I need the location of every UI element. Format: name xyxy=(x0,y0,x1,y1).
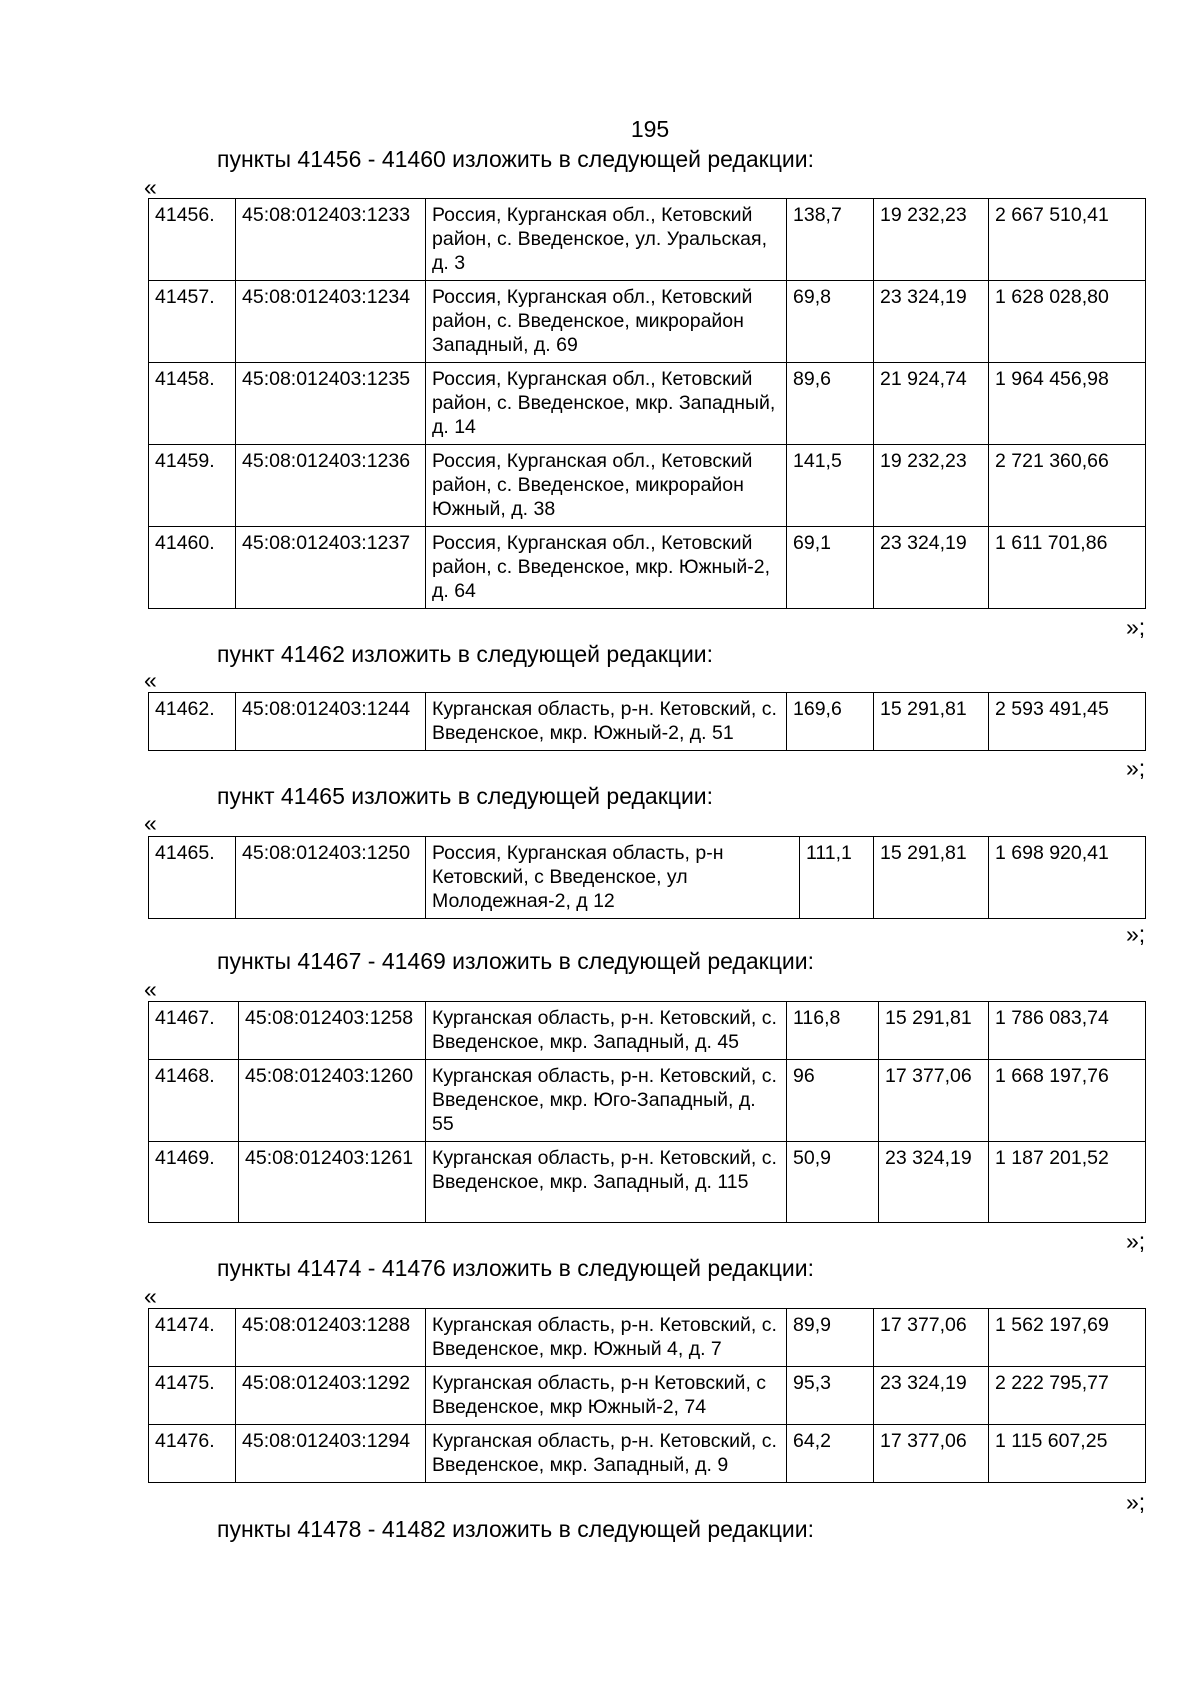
address: Россия, Курганская обл., Кетовский район, с. Введенское, мкр. Южный-2, д. 64 xyxy=(426,527,787,609)
unit-value: 23 324,19 xyxy=(874,281,989,363)
row-number: 41476. xyxy=(149,1425,236,1483)
table-row xyxy=(149,837,1146,919)
section-intro: пункты 41456 - 41460 изложить в следующей редакции: xyxy=(217,146,814,172)
cadastral-number: 45:08:012403:1236 xyxy=(236,445,426,527)
cadastral-number: 45:08:012403:1294 xyxy=(236,1425,426,1483)
cadastral-value: 1 786 083,74 xyxy=(989,1002,1146,1060)
unit-value: 19 232,23 xyxy=(874,199,989,281)
cadastral-value: 1 562 197,69 xyxy=(989,1309,1146,1367)
area: 89,9 xyxy=(787,1309,874,1367)
cadastral-value: 2 721 360,66 xyxy=(989,445,1146,527)
address: Курганская область, р-н. Кетовский, с. Введенское, мкр. Юго-Западный, д. 55 xyxy=(426,1060,787,1142)
cadastral-value: 1 698 920,41 xyxy=(989,837,1146,919)
cadastral-value: 1 115 607,25 xyxy=(989,1425,1146,1483)
unit-value: 17 377,06 xyxy=(879,1060,989,1142)
area: 111,1 xyxy=(800,837,874,919)
unit-value: 21 924,74 xyxy=(874,363,989,445)
cadastral-number: 45:08:012403:1244 xyxy=(236,693,426,751)
cadastral-value: 1 964 456,98 xyxy=(989,363,1146,445)
section-intro: пункт 41465 изложить в следующей редакции: xyxy=(217,783,714,809)
cadastral-number: 45:08:012403:1250 xyxy=(236,837,426,919)
close-quote: »; xyxy=(1126,1489,1146,1515)
row-number: 41462. xyxy=(149,693,236,751)
section-intro: пункт 41462 изложить в следующей редакции: xyxy=(217,641,714,667)
row-number: 41467. xyxy=(149,1002,239,1060)
cadastral-number: 45:08:012403:1260 xyxy=(239,1060,426,1142)
table-row xyxy=(149,281,1146,363)
cadastral-value: 1 628 028,80 xyxy=(989,281,1146,363)
close-quote: »; xyxy=(1126,1228,1146,1254)
row-number: 41475. xyxy=(149,1367,236,1425)
area: 169,6 xyxy=(787,693,874,751)
area: 69,1 xyxy=(787,527,874,609)
unit-value: 15 291,81 xyxy=(879,1002,989,1060)
cadastral-number: 45:08:012403:1288 xyxy=(236,1309,426,1367)
section-intro: пункты 41467 - 41469 изложить в следующей редакции: xyxy=(217,948,814,974)
property-table xyxy=(148,836,1146,919)
unit-value: 23 324,19 xyxy=(874,527,989,609)
cadastral-number: 45:08:012403:1292 xyxy=(236,1367,426,1425)
close-quote: »; xyxy=(1126,921,1146,947)
table-row xyxy=(149,445,1146,527)
unit-value: 15 291,81 xyxy=(874,837,989,919)
table-row xyxy=(149,199,1146,281)
address: Россия, Курганская обл., Кетовский район, с. Введенское, ул. Уральская, д. 3 xyxy=(426,199,787,281)
address: Курганская область, р-н Кетовский, с Введенское, мкр Южный-2, 74 xyxy=(426,1367,787,1425)
open-quote: « xyxy=(144,174,157,200)
area: 69,8 xyxy=(787,281,874,363)
row-number: 41465. xyxy=(149,837,236,919)
area: 89,6 xyxy=(787,363,874,445)
page-number: 195 xyxy=(630,116,670,142)
cadastral-number: 45:08:012403:1234 xyxy=(236,281,426,363)
close-quote: »; xyxy=(1126,755,1146,781)
cadastral-value: 1 668 197,76 xyxy=(989,1060,1146,1142)
unit-value: 17 377,06 xyxy=(874,1309,989,1367)
property-table xyxy=(148,692,1146,751)
table-row xyxy=(149,1367,1146,1425)
area: 96 xyxy=(787,1060,879,1142)
unit-value: 15 291,81 xyxy=(874,693,989,751)
row-number: 41458. xyxy=(149,363,236,445)
table-row xyxy=(149,527,1146,609)
cadastral-number: 45:08:012403:1237 xyxy=(236,527,426,609)
cadastral-number: 45:08:012403:1261 xyxy=(239,1142,426,1223)
unit-value: 19 232,23 xyxy=(874,445,989,527)
row-number: 41468. xyxy=(149,1060,239,1142)
table-row xyxy=(149,1060,1146,1142)
property-table xyxy=(148,1308,1146,1483)
cadastral-number: 45:08:012403:1235 xyxy=(236,363,426,445)
section-intro: пункты 41478 - 41482 изложить в следующей редакции: xyxy=(217,1516,814,1542)
cadastral-value: 1 187 201,52 xyxy=(989,1142,1146,1223)
open-quote: « xyxy=(144,667,157,693)
area: 64,2 xyxy=(787,1425,874,1483)
open-quote: « xyxy=(144,1283,157,1309)
address: Курганская область, р-н. Кетовский, с. Введенское, мкр. Западный, д. 115 xyxy=(426,1142,787,1223)
area: 95,3 xyxy=(787,1367,874,1425)
address: Курганская область, р-н. Кетовский, с. Введенское, мкр. Западный, д. 45 xyxy=(426,1002,787,1060)
table-row xyxy=(149,363,1146,445)
table-row xyxy=(149,1002,1146,1060)
area: 116,8 xyxy=(787,1002,879,1060)
close-quote: »; xyxy=(1126,614,1146,640)
row-number: 41460. xyxy=(149,527,236,609)
cadastral-number: 45:08:012403:1233 xyxy=(236,199,426,281)
row-number: 41474. xyxy=(149,1309,236,1367)
property-table xyxy=(148,198,1146,609)
address: Россия, Курганская область, р-н Кетовский, с Введенское, ул Молодежная-2, д 12 xyxy=(426,837,800,919)
cadastral-number: 45:08:012403:1258 xyxy=(239,1002,426,1060)
property-table xyxy=(148,1001,1146,1223)
open-quote: « xyxy=(144,810,157,836)
table-row xyxy=(149,693,1146,751)
open-quote: « xyxy=(144,976,157,1002)
cadastral-value: 2 222 795,77 xyxy=(989,1367,1146,1425)
row-number: 41459. xyxy=(149,445,236,527)
unit-value: 17 377,06 xyxy=(874,1425,989,1483)
cadastral-value: 1 611 701,86 xyxy=(989,527,1146,609)
address: Курганская область, р-н. Кетовский, с. Введенское, мкр. Западный, д. 9 xyxy=(426,1425,787,1483)
address: Россия, Курганская обл., Кетовский район, с. Введенское, мкр. Западный, д. 14 xyxy=(426,363,787,445)
table-row xyxy=(149,1142,1146,1223)
row-number: 41469. xyxy=(149,1142,239,1223)
table-row xyxy=(149,1309,1146,1367)
cadastral-value: 2 667 510,41 xyxy=(989,199,1146,281)
row-number: 41456. xyxy=(149,199,236,281)
cadastral-value: 2 593 491,45 xyxy=(989,693,1146,751)
address: Курганская область, р-н. Кетовский, с. Введенское, мкр. Южный-2, д. 51 xyxy=(426,693,787,751)
unit-value: 23 324,19 xyxy=(879,1142,989,1223)
area: 141,5 xyxy=(787,445,874,527)
unit-value: 23 324,19 xyxy=(874,1367,989,1425)
area: 50,9 xyxy=(787,1142,879,1223)
address: Россия, Курганская обл., Кетовский район, с. Введенское, микрорайон Южный, д. 38 xyxy=(426,445,787,527)
address: Россия, Курганская обл., Кетовский район, с. Введенское, микрорайон Западный, д. 69 xyxy=(426,281,787,363)
address: Курганская область, р-н. Кетовский, с. Введенское, мкр. Южный 4, д. 7 xyxy=(426,1309,787,1367)
section-intro: пункты 41474 - 41476 изложить в следующей редакции: xyxy=(217,1255,814,1281)
row-number: 41457. xyxy=(149,281,236,363)
area: 138,7 xyxy=(787,199,874,281)
table-row xyxy=(149,1425,1146,1483)
